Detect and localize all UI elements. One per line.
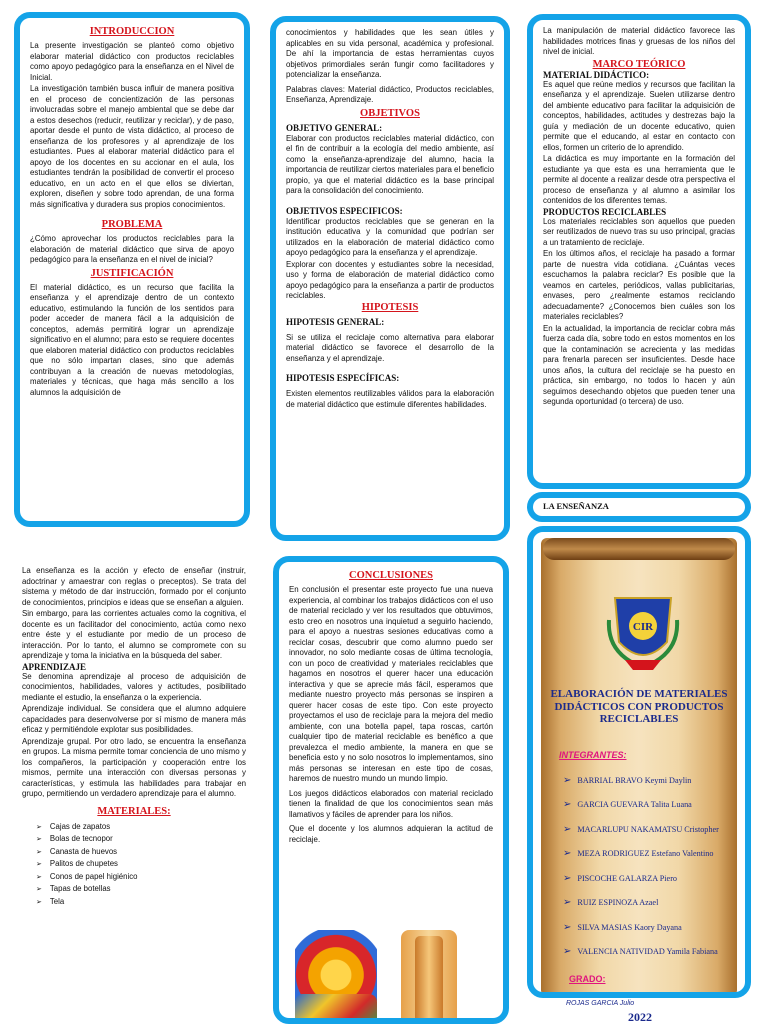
hipotesis-especificas-title: HIPOTESIS ESPECÍFICAS:: [286, 373, 400, 383]
year: 2022: [628, 1010, 652, 1024]
member-name: PISCOCHE GALARZA Piero: [577, 873, 678, 883]
objetivos-especificos-title: OBJETIVOS ESPECIFICOS:: [286, 205, 403, 216]
panel-objetivos: [270, 16, 510, 541]
member-name: MEZA RODRIGUEZ Estefano Valentino: [577, 849, 714, 859]
panel-ensenanza: [22, 566, 246, 1024]
grado-value: [583, 994, 635, 998]
profesor-value: ROJAS GARCIA Julio: [566, 1000, 635, 1007]
intro-paragraph-2: La investigación también busca influir de manera positiva en el proceso de concientización de las personas involucradas sobre el manejo ambiental que se debe dar a estos desechos (reducir, reutilizar y reciclar), y de paso, aportar desde el punto de vista didáctico, al proceso de enseñanza de los profesores y al aprendizaje de los estudiantes. Pues al elaborar material didáctico para el apoyo de los docentes en su accionar en el aula, los estudiantes tendrán la posibilidad de convertir el proceso educativo, en un acto en el que ellos se diviertan, exploren, diseñen y sobre todo aprendan, de una forma más significativa y duradera sus propios conocimientos.: [30, 84, 234, 209]
arrow-icon: ➢: [563, 897, 572, 909]
problema-paragraph: ¿Cómo aprovechar los productos reciclables para la elaboración de material didáctico que sirva de apoyo pedagógico para la enseñanza en el nivel de inicial?: [30, 234, 234, 264]
conclusiones-paragraph-3: Que el docente y los alumnos adquieran la actitud de reciclaje.: [289, 824, 493, 844]
productos-reciclables-title: PRODUCTOS RECICLABLES: [543, 206, 667, 217]
panel-conclusiones: [273, 556, 509, 1024]
list-item: [563, 866, 739, 891]
productos-paragraph-2: En los últimos años, el reciclaje ha pasado a formar parte de nuestra vida cotidiana. ¿Cuántas veces escuchamos la palabra reciclar? Es posible que la veamos en carteles, periódicos, vallas publicitarias, envases, pero ¿realmente estamos reciclando adecuadamente? ¿Conocemos bien cuáles son los materiales reciclables?: [543, 249, 735, 321]
productos-paragraph-1: Los materiales reciclables son aquellos que pueden ser reutilizados de nuevo tras su uso principal, gracias a un tratamiento de reciclaje.: [543, 216, 735, 247]
school-crest-logo: [603, 590, 683, 674]
problema-title: PROBLEMA: [101, 219, 163, 230]
recycled-tube-photo: [401, 930, 457, 1024]
intro-paragraph-1: La presente investigación se planteó como objetivo elaborar material didáctico con productos reciclables como apoyo pedagógico para la enseñanza en el Nivel de Inicial.: [30, 41, 234, 82]
scroll-roll-top: [543, 538, 735, 560]
panel-cover: [527, 526, 751, 998]
ensenanza-label: LA ENSEÑANZA: [543, 501, 609, 511]
list-item: ➢ Tela: [36, 896, 246, 909]
marco-teorico-title: MARCO TEÓRICO: [592, 58, 686, 70]
objetivos-title: OBJETIVOS: [360, 107, 420, 119]
member-name: GARCIA GUEVARA Talita Luana: [577, 800, 692, 810]
list-item: [563, 891, 739, 916]
list-item: ➢ Bolas de tecnopor: [36, 833, 246, 846]
parchment-scroll: [541, 538, 737, 996]
arrow-icon: ➢: [563, 799, 572, 811]
arrow-icon: ➢: [563, 872, 572, 884]
list-item: [563, 768, 739, 793]
continuation-paragraph: conocimientos y habilidades que les sean útiles y aplicables en su vida personal, académica y profesional. De ahí la importancia de estas herramientas cuyos objetivos primordiales serán fungir como facilitadores y potencializar la enseñanza.: [286, 28, 494, 79]
aprendizaje-paragraph-3: Aprendizaje grupal. Por otro lado, se encuentra la enseñanza en grupos. La misma permite tomar conciencia de uno mismo y los compañeros, la participación y cooperación entre los mismos, permite una interacción con diversas personas y características, y estimula las habilidades para trabajar en grupo, permitiendo un verdadero aprendizaje para el alumno.: [22, 736, 246, 798]
aprendizaje-title: APRENDIZAJE: [22, 661, 87, 672]
justificacion-title: JUSTIFICACIÓN: [90, 267, 174, 279]
arrow-icon: ➢: [563, 848, 572, 860]
conclusiones-paragraph-1: En conclusión el presentar este proyecto fue una nueva experiencia, al combinar los trabajos didácticos con el uso de material reciclado y ver los resultados que obtuvimos, esto creo en nosotros una inquietud a seguirlo haciendo, para el apoyo a nuestras sesiones educativas como a reciclar cosas, descubrir que como alumno puedo ser innovador, no solo mediante cosas de última tecnología, con un poco de creatividad y materiales reciclables que hagamos en nosotros el querer hacer una educación interactiva y que se aprecie más fácil, esperamos que mediante nuestro proyecto más personas se inspiren a querer hacer cosas de este tipo. Con este proyecto proyectamos el uso de reciclaje para la mejora del medio ambiente, con una botella papel, tapa roscas, cartón cualquier tipo de material reciclable es benéfico a que prevalezca el medio ambiente, la manera en que se beneficia esto y no solo nosotros lo implementamos, sino más personas se interesan en este tipo de cosas, haremos de nuestro mundo un mundo limpio.: [289, 585, 493, 783]
hipotesis-especificas-paragraph: Existen elementos reutilizables válidos para la elaboración de material didáctico que estimule diferentes habilidades.: [286, 389, 494, 409]
material-didactico-paragraph-2: La didáctica es muy importante en la formación del estudiante ya que esta es una herramienta que le permite al docente a realizar desde otra perspectiva el proceso de enseñanza y al alumno a asimilar los contenidos de los diferentes temas.: [543, 154, 735, 205]
cover-title: ELABORACIÓN DE MATERIALES DIDÁCTICOS CON PRODUCTOS RECICLABLES: [550, 688, 728, 726]
list-item: [563, 915, 739, 940]
member-name: VALENCIA NATIVIDAD Yamila Fabiana: [577, 947, 718, 957]
arrow-icon: ➢: [563, 823, 572, 835]
conclusiones-paragraph-2: Los juegos didácticos elaborados con material reciclado tienen la finalidad de que los conocimientos sean más llamativos y fáciles de aprender para los niños.: [289, 788, 493, 819]
member-name: SILVA MASIAS Kaory Dayana: [577, 922, 682, 932]
list-item: ➢ Canasta de huevos: [36, 846, 246, 859]
keywords: Palabras claves: Material didáctico, Productos reciclables, Enseñanza, Aprendizaje.: [286, 84, 494, 104]
material-didactico-paragraph-1: Es aquel que reúne medios y recursos que facilitan la enseñanza y el aprendizaje. Suelen utilizarse dentro del ambiente educativo para facilitar la adquisición de conceptos, habilidades, actitudes y destrezas bajo la guía y mediación de un docente educativo, quien permite que el educando, al estar en contacto con ellos, formen un criterio de lo aprendido.: [543, 79, 735, 152]
integrantes-label: INTEGRANTES:: [559, 750, 627, 760]
panel-ensenanza-label: [527, 492, 751, 522]
list-item: ➢ Tapas de botellas: [36, 883, 246, 896]
aprendizaje-paragraph-1: Se denomina aprendizaje al proceso de adquisición de conocimientos, habilidades, valores y actitudes, posibilitado mediante el estudio, la enseñanza o la experiencia.: [22, 671, 246, 702]
continuation-paragraph: La manipulación de material didáctico favorece las habilidades motrices finas y gruesas de los niños del nivel de inicial.: [543, 26, 735, 56]
list-item: ➢ Conos de papel higiénico: [36, 871, 246, 884]
list-item: [563, 940, 739, 965]
hipotesis-title: HIPOTESIS: [361, 301, 419, 313]
grado-label: GRADO:: [569, 974, 606, 984]
materiales-title: MATERIALES:: [97, 805, 171, 817]
list-item: ➢ Cajas de zapatos: [36, 821, 246, 834]
recycled-craft-photo: [295, 994, 377, 1024]
arrow-icon: ➢: [563, 921, 572, 933]
hipotesis-general-paragraph: Si se utiliza el reciclaje como alternativa para elaborar material didáctico se favorece el desarrollo de la enseñanza y el aprendizaje.: [286, 332, 494, 363]
hipotesis-general-title: HIPOTESIS GENERAL:: [286, 316, 385, 327]
intro-title: INTRODUCCION: [89, 26, 175, 37]
arrow-icon: ➢: [563, 774, 572, 786]
panel-introduccion: [14, 12, 250, 527]
materiales-list: [36, 821, 246, 909]
objetivo-general-title: OBJETIVO GENERAL:: [286, 122, 383, 133]
justificacion-paragraph: El material didáctico, es un recurso que facilita la enseñanza y el aprendizaje dentro de un contexto educativo, estimulando la función de los sentidos para poder acceder de manera fácil a la adquisición de conceptos, además permitirá lograr un aprendizaje significativo en el alumno; para esto se requiere docentes que elaboren material didáctico con productos reciclables que no sólo impartan clases, sino que además contribuyan a la creación de nuevas metodologías, materiales y técnicas, que haga más sencillo a los alumnos la adquisición de: [30, 282, 234, 397]
list-item: [563, 793, 739, 818]
list-item: [563, 842, 739, 867]
members-list: [563, 768, 739, 964]
panel-marco-teorico: [527, 14, 751, 489]
member-name: MACARLUPU NAKAMATSU Cristopher: [577, 824, 719, 834]
objetivos-especificos-paragraph-2: Explorar con docentes y estudiantes sobre la necesidad, uso y forma de elaboración de material didáctico como apoyo pedagógico para la enseñanza a partir de productos reciclables.: [286, 259, 494, 300]
objetivos-especificos-paragraph-1: Identificar productos reciclables que se generan en la institución educativa y la comunidad que podrían ser utilizados en la elaboración de material didáctico como apoyo pedagógico para la enseñanza y el aprendizaje.: [286, 216, 494, 257]
conclusiones-title: CONCLUSIONES: [348, 570, 434, 581]
arrow-icon: ➢: [563, 946, 572, 958]
productos-paragraph-3: En la actualidad, la importancia de reciclar cobra más fuerza cada día, sobre todo en estos momentos en los que la contaminación se acrecienta y las medidas para frenarla parecen ser insuficientes. Desde hace unos años, la cultura del reciclaje se ha puesto en práctica, sin embargo, no todos lo hacen y aún seguimos desechando objetos que pueden tener una segunda oportunidad (o tercera) de uso.: [543, 323, 735, 406]
ensenanza-paragraph-2: Sin embargo, para las corrientes actuales como la cognitiva, el docente es un facilitador del conocimiento, actúa como nexo entre éste y el estudiante por medio de un proceso de interacción. Por lo tanto, el alumno se compromete con su aprendizaje y toma la iniciativa en la búsqueda del saber.: [22, 609, 246, 660]
list-item: ➢ Palitos de chupetes: [36, 858, 246, 871]
member-name: RUIZ ESPINOZA Azael: [577, 898, 659, 908]
member-name: BARRIAL BRAVO Keymi Daylin: [577, 775, 692, 785]
ensenanza-paragraph-1: La enseñanza es la acción y efecto de enseñar (instruir, adoctrinar y amaestrar con reglas o preceptos). Se trata del sistema y método de dar instrucción, formado por el conjunto de conocimientos, principios e ideas que se enseñan a alguien.: [22, 566, 246, 607]
material-didactico-title: MATERIAL DIDÁCTICO:: [543, 69, 650, 80]
logo-text: CIR: [632, 621, 654, 633]
list-item: [563, 817, 739, 842]
objetivo-general-paragraph: Elaborar con productos reciclables material didáctico, con el fin de contribuir a la ecología del medio ambiente, así como la enseñanza-aprendizaje del alumno, hacia la importancia de reutilizar ciertos materiales para el beneficio propio, ya que el material didáctico es la base principal para la consolidación del conocimiento.: [286, 133, 494, 195]
aprendizaje-paragraph-2: Aprendizaje individual. Se considera que el alumno adquiere capacidades para desenvolverse por sí mismo de manera más eficaz y permitiéndole explotar sus posibilidades.: [22, 704, 246, 734]
